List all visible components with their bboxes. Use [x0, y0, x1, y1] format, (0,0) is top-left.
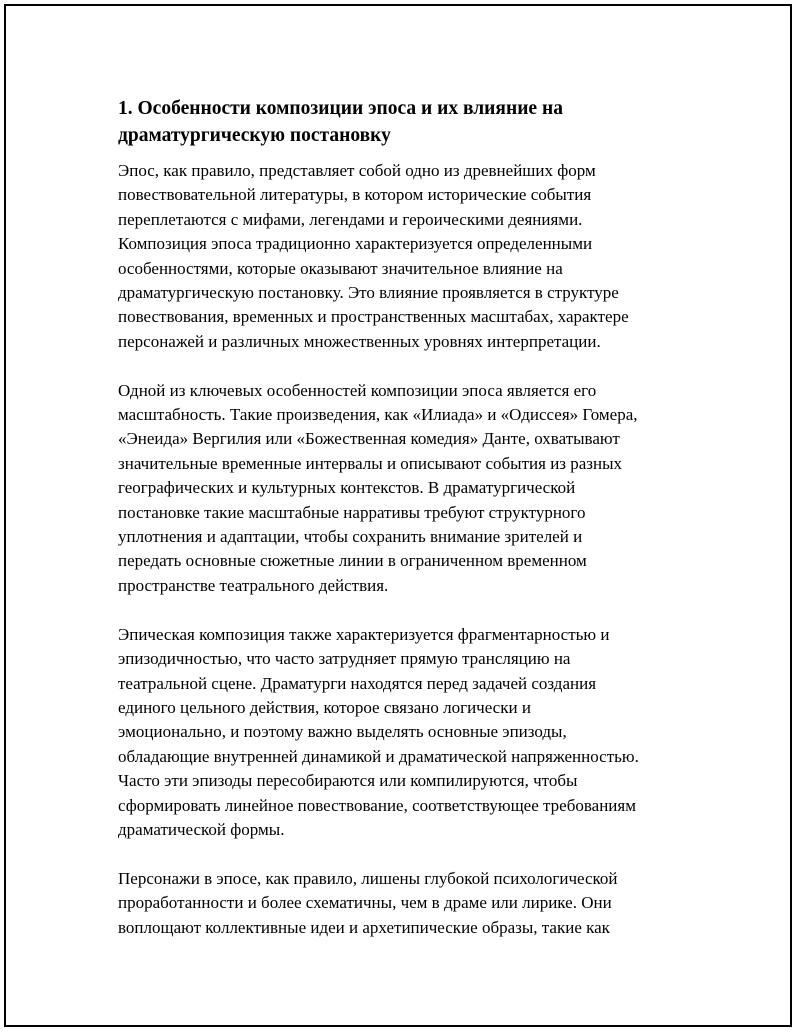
text-line: драматической формы.: [118, 819, 285, 839]
text-line: Эпическая композиция также характеризуется фрагментарностью и: [118, 624, 610, 644]
text-line: пространстве театрального действия.: [118, 575, 389, 595]
text-line: драматургическую постановку. Это влияние проявляется в структуре: [118, 283, 619, 303]
text-line: переплетаются с мифами, легендами и героическими деяниями.: [118, 209, 583, 229]
heading-line: 1. Особенности композиции эпоса и их влияние на: [118, 98, 563, 119]
text-line: эмоционально, и поэтому важно выделять основные эпизоды,: [118, 722, 567, 742]
text-line: персонажей и различных множественных уровнях интерпретации.: [118, 331, 601, 351]
text-line: сформировать линейное повествование, соответствующее требованиям: [118, 795, 636, 815]
text-line: уплотнения и адаптации, чтобы сохранить внимание зрителей и: [118, 527, 583, 547]
paragraph-4: [118, 867, 688, 940]
text-line: значительные временные интервалы и описывают события из разных: [118, 453, 623, 473]
paragraph-3: [118, 623, 688, 843]
text-line: особенностями, которые оказывают значительное влияние на: [118, 258, 563, 278]
text-line: повествовательной литературы, в котором исторические события: [118, 185, 592, 205]
paragraph-2: [118, 379, 688, 599]
text-line: Одной из ключевых особенностей композиции эпоса является его: [118, 380, 597, 400]
text-line: постановке такие масштабные нарративы требуют структурного: [118, 502, 586, 522]
text-line: «Энеида» Вергилия или «Божественная комедия» Данте, охватывают: [118, 429, 620, 449]
text-line: Эпос, как правило, представляет собой одно из древнейших форм: [118, 161, 596, 180]
text-line: Часто эти эпизоды пересобираются или компилируются, чтобы: [118, 771, 578, 791]
text-line: обладающие внутренней динамикой и драматической напряженностью.: [118, 746, 639, 766]
text-line: эпизодичностью, что часто затрудняет прямую трансляцию на: [118, 649, 571, 669]
text-line: масштабность. Такие произведения, как «Илиада» и «Одиссея» Гомера,: [118, 405, 638, 425]
document-body: [118, 95, 688, 964]
text-line: проработанности и более схематичны, чем в драме или лирике. Они: [118, 893, 612, 913]
section-heading: [118, 95, 688, 149]
text-line: Персонажи в эпосе, как правило, лишены глубокой психологической: [118, 868, 618, 888]
text-line: единого цельного действия, которое связано логически и: [118, 697, 531, 717]
text-line: театральной сцене. Драматурги находятся перед задачей создания: [118, 673, 597, 693]
paragraph-1: [118, 159, 688, 354]
text-line: Композиция эпоса традиционно характеризуется определенными: [118, 234, 593, 254]
text-line: географических и культурных контекстов. В драматургической: [118, 478, 576, 498]
text-line: воплощают коллективные идеи и архетипические образы, такие как: [118, 917, 610, 937]
heading-line: драматургическую постановку: [118, 125, 391, 146]
text-line: передать основные сюжетные линии в ограниченном временном: [118, 551, 587, 571]
text-line: повествования, временных и пространственных масштабах, характере: [118, 307, 629, 327]
